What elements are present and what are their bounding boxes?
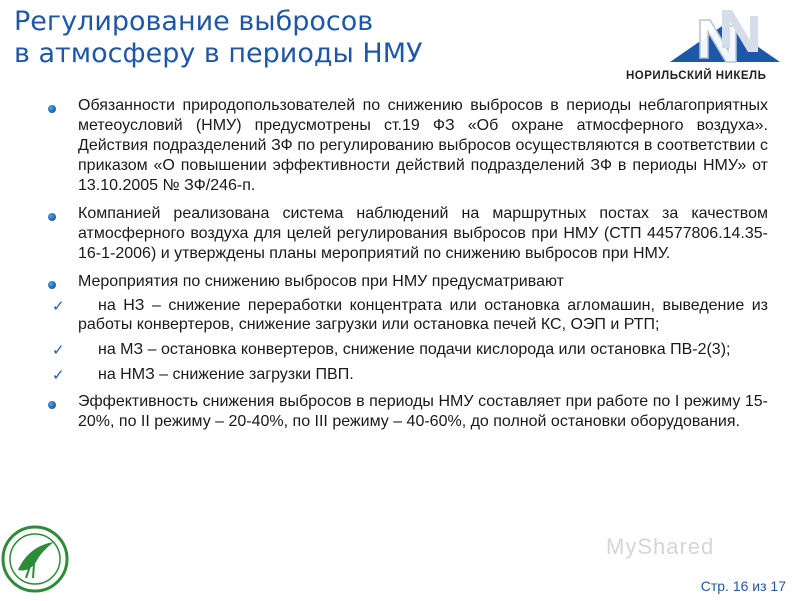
blue-sphere-bullet-icon	[48, 213, 56, 221]
slide-title	[14, 6, 574, 70]
check-item-1	[48, 296, 768, 334]
checkmark-icon: ✓	[52, 298, 65, 315]
blue-sphere-bullet-icon	[48, 401, 56, 409]
bullet-text-2: Компанией реализована система наблюдений на маршрутных постах за качеством атмосферного воздуха для целей регулирования выбросов при НМУ (СТП 44577806.14.35-16-1-2006) и утверждены планы мероприятий по снижению выбросов при НМУ.	[78, 205, 768, 262]
check-text-3: на НМЗ – снижение загрузки ПВП.	[98, 366, 354, 383]
bullet-text-1: Обязанности природопользователей по снижению выбросов в периоды неблагоприятных метеоусловий (НМУ) предусмотрены ст.19 ФЗ «Об охране атмосферного воздуха». Действия подразделений ЗФ по регулированию выбросов осуществляются в соответствии с приказом «О повышении эффективности действий подразделений ЗФ в периоды НМУ» от 13.10.2005 № ЗФ/246-п.	[78, 97, 768, 194]
company-logo	[620, 6, 800, 82]
slide-content	[48, 96, 768, 440]
bullet-text-3: Мероприятия по снижению выбросов при НМУ предусматривают	[78, 273, 564, 290]
blue-sphere-bullet-icon	[48, 281, 56, 289]
title-line-1: Регулирование выбросов	[14, 6, 374, 37]
bullet-text-4: Эффективность снижения выбросов в периоды НМУ составляет при работе по I режиму 15-20%, по II режиму – 20-40%, по III режиму – 40-60%, до полной остановки оборудования.	[78, 393, 768, 430]
check-item-3	[48, 365, 768, 384]
bullet-item-3	[48, 272, 768, 292]
logo-text: НОРИЛЬСКИЙ НИКЕЛЬ	[626, 70, 767, 82]
bullet-item-4	[48, 392, 768, 432]
checkmark-icon: ✓	[52, 367, 65, 384]
nornickel-logo-icon	[670, 6, 780, 68]
check-text-1: на НЗ – снижение переработки концентрата или остановка агломашин, выведение из работы конвертеров, снижение загрузки или остановка печей КС, ОЭП и РТП;	[78, 297, 768, 333]
blue-sphere-bullet-icon	[48, 105, 56, 113]
checkmark-icon: ✓	[52, 342, 65, 359]
page-number: Стр. 16 из 17	[700, 578, 786, 594]
bullet-item-2	[48, 204, 768, 264]
watermark: MyShared	[606, 534, 715, 559]
title-line-2: в атмосферу в периоды НМУ	[14, 38, 423, 69]
check-text-2: на МЗ – остановка конвертеров, снижение подачи кислорода или остановка ПВ-2(3);	[98, 341, 731, 358]
check-item-2	[48, 340, 768, 359]
bird-seal-icon	[0, 522, 70, 596]
bullet-item-1	[48, 96, 768, 196]
